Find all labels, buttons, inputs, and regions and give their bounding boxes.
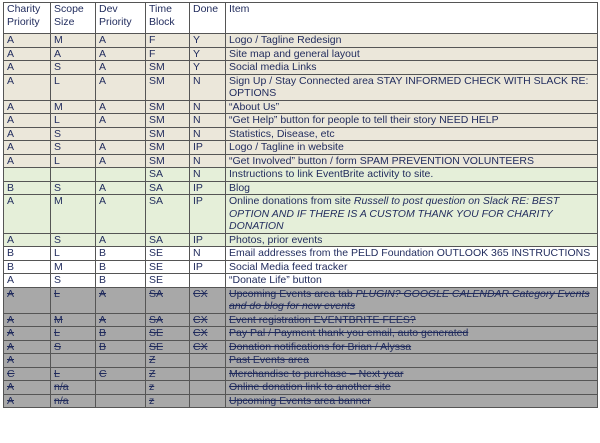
cell-time-block: SM: [146, 114, 190, 128]
cell-charity-priority: A: [4, 100, 51, 114]
header-item: Item: [226, 3, 598, 34]
item-text: Pay Pal / Payment thank you email, auto generated: [229, 327, 469, 339]
cell-item: [226, 340, 598, 354]
table-row: [4, 61, 598, 75]
cell-charity-priority: A: [4, 354, 51, 368]
cell-item: [226, 394, 598, 408]
cell-dev-priority: A: [96, 100, 146, 114]
cell-charity-priority: B: [4, 260, 51, 274]
header-dev-priority: Dev Priority: [96, 3, 146, 34]
item-text: Logo / Tagline Redesign: [229, 34, 342, 46]
cell-item: [226, 168, 598, 182]
table-row: [4, 114, 598, 128]
cell-scope-size: L: [51, 114, 96, 128]
cell-scope-size: [51, 168, 96, 182]
cell-done: [190, 274, 226, 288]
header-time-block: Time Block: [146, 3, 190, 34]
cell-dev-priority: A: [96, 313, 146, 327]
cell-time-block: SE: [146, 247, 190, 261]
item-text: “Get Involved” button / form SPAM PREVENTION VOLUNTEERS: [229, 154, 534, 167]
cell-time-block: SA: [146, 287, 190, 313]
cell-scope-size: S: [51, 340, 96, 354]
item-note: Russell to post question on Slack RE: BEST OPTION AND IF THERE IS A CUSTOM THANK YOU FOR CHARITY DONATION: [229, 195, 560, 232]
item-text: Past Events area: [229, 354, 309, 366]
cell-done: Y: [190, 34, 226, 48]
cell-time-block: F: [146, 34, 190, 48]
cell-scope-size: M: [51, 195, 96, 234]
cell-scope-size: n/a: [51, 381, 96, 395]
cell-time-block: SE: [146, 327, 190, 341]
item-note: PLUGIN? GOOGLE CALENDAR Category Events and do blog for new events: [229, 287, 590, 312]
table-row: [4, 47, 598, 61]
cell-done: IP: [190, 260, 226, 274]
cell-time-block: SA: [146, 181, 190, 195]
table-row: [4, 313, 598, 327]
cell-charity-priority: A: [4, 313, 51, 327]
cell-scope-size: M: [51, 34, 96, 48]
cell-dev-priority: [96, 168, 146, 182]
cell-done: N: [190, 74, 226, 100]
cell-dev-priority: A: [96, 181, 146, 195]
cell-scope-size: L: [51, 367, 96, 381]
cell-scope-size: S: [51, 181, 96, 195]
cell-scope-size: S: [51, 127, 96, 141]
cell-dev-priority: B: [96, 340, 146, 354]
cell-charity-priority: A: [4, 340, 51, 354]
cell-dev-priority: [96, 381, 146, 395]
item-text: Logo / Tagline in website: [229, 141, 344, 153]
cell-time-block: SE: [146, 340, 190, 354]
cell-charity-priority: A: [4, 327, 51, 341]
item-text: Instructions to link EventBrite activity to site.: [229, 168, 434, 180]
cell-done: CX: [190, 340, 226, 354]
cell-item: [226, 34, 598, 48]
cell-scope-size: L: [51, 154, 96, 168]
cell-scope-size: n/a: [51, 394, 96, 408]
cell-scope-size: S: [51, 141, 96, 155]
task-table-container: [3, 2, 598, 408]
cell-done: N: [190, 168, 226, 182]
cell-scope-size: L: [51, 327, 96, 341]
cell-item: [226, 274, 598, 288]
table-row: [4, 274, 598, 288]
cell-time-block: SM: [146, 154, 190, 168]
cell-charity-priority: A: [4, 154, 51, 168]
table-row: [4, 168, 598, 182]
cell-charity-priority: [4, 168, 51, 182]
cell-scope-size: L: [51, 247, 96, 261]
cell-time-block: Z: [146, 367, 190, 381]
cell-item: [226, 74, 598, 100]
cell-scope-size: S: [51, 233, 96, 247]
item-text: Site map and general layout: [229, 47, 360, 60]
item-text: Social media Links: [229, 61, 317, 73]
table-row: [4, 287, 598, 313]
cell-scope-size: M: [51, 100, 96, 114]
cell-item: [226, 381, 598, 395]
table-row: [4, 327, 598, 341]
cell-time-block: SM: [146, 74, 190, 100]
cell-scope-size: S: [51, 61, 96, 75]
cell-done: Y: [190, 47, 226, 61]
cell-time-block: SA: [146, 313, 190, 327]
cell-charity-priority: B: [4, 247, 51, 261]
cell-done: N: [190, 114, 226, 128]
cell-done: N: [190, 247, 226, 261]
cell-charity-priority: B: [4, 181, 51, 195]
cell-done: CX: [190, 287, 226, 313]
cell-scope-size: L: [51, 74, 96, 100]
cell-time-block: F: [146, 47, 190, 61]
cell-dev-priority: A: [96, 287, 146, 313]
table-row: [4, 354, 598, 368]
item-text: Statistics, Disease, etc: [229, 127, 335, 140]
cell-item: [226, 287, 598, 313]
cell-charity-priority: A: [4, 381, 51, 395]
cell-done: [190, 394, 226, 408]
cell-item: [226, 233, 598, 247]
cell-charity-priority: A: [4, 141, 51, 155]
cell-item: [226, 47, 598, 61]
item-text: Photos, prior events: [229, 233, 323, 246]
cell-done: N: [190, 154, 226, 168]
table-row: [4, 154, 598, 168]
table-row: [4, 74, 598, 100]
cell-time-block: SM: [146, 100, 190, 114]
cell-charity-priority: A: [4, 114, 51, 128]
cell-done: Y: [190, 61, 226, 75]
item-text: Sign Up / Stay Connected area STAY INFORMED CHECK WITH SLACK RE: OPTIONS: [229, 74, 589, 99]
cell-item: [226, 154, 598, 168]
cell-charity-priority: C: [4, 367, 51, 381]
cell-done: N: [190, 100, 226, 114]
cell-done: [190, 367, 226, 381]
cell-time-block: SM: [146, 141, 190, 155]
table-row: [4, 233, 598, 247]
cell-done: [190, 381, 226, 395]
item-text: Merchandise to purchase – Next year: [229, 367, 404, 380]
table-row: [4, 127, 598, 141]
cell-item: [226, 247, 598, 261]
item-text: Upcoming Events area tab: [229, 287, 356, 300]
header-row: [4, 3, 598, 34]
header-done: Done: [190, 3, 226, 34]
item-text: Online donations from site: [229, 195, 351, 207]
cell-dev-priority: A: [96, 114, 146, 128]
cell-time-block: SM: [146, 127, 190, 141]
cell-dev-priority: A: [96, 195, 146, 234]
cell-scope-size: M: [51, 313, 96, 327]
cell-done: IP: [190, 181, 226, 195]
cell-item: [226, 195, 598, 234]
cell-dev-priority: B: [96, 260, 146, 274]
cell-scope-size: [51, 354, 96, 368]
item-text: “Donate Life” button: [229, 274, 322, 286]
header-charity-priority: Charity Priority: [4, 3, 51, 34]
table-row: [4, 260, 598, 274]
cell-dev-priority: C: [96, 367, 146, 381]
item-text: Donation notifications for Brian / Alyssa: [229, 340, 412, 353]
cell-time-block: SA: [146, 195, 190, 234]
cell-done: CX: [190, 313, 226, 327]
cell-charity-priority: A: [4, 233, 51, 247]
cell-item: [226, 260, 598, 274]
cell-item: [226, 61, 598, 75]
item-text: “About Us”: [229, 100, 280, 113]
cell-time-block: SA: [146, 233, 190, 247]
cell-done: IP: [190, 195, 226, 234]
cell-dev-priority: B: [96, 247, 146, 261]
cell-dev-priority: A: [96, 233, 146, 247]
table-row: [4, 367, 598, 381]
table-row: [4, 141, 598, 155]
cell-dev-priority: B: [96, 327, 146, 341]
task-table-body: [4, 34, 598, 408]
cell-dev-priority: A: [96, 141, 146, 155]
cell-time-block: SE: [146, 260, 190, 274]
cell-dev-priority: [96, 127, 146, 141]
cell-item: [226, 141, 598, 155]
cell-charity-priority: A: [4, 34, 51, 48]
cell-charity-priority: A: [4, 74, 51, 100]
cell-dev-priority: A: [96, 34, 146, 48]
cell-item: [226, 313, 598, 327]
table-row: [4, 195, 598, 234]
cell-scope-size: A: [51, 47, 96, 61]
cell-charity-priority: A: [4, 394, 51, 408]
cell-dev-priority: B: [96, 274, 146, 288]
cell-scope-size: S: [51, 274, 96, 288]
cell-dev-priority: A: [96, 61, 146, 75]
table-row: [4, 340, 598, 354]
cell-done: IP: [190, 233, 226, 247]
task-table: [3, 2, 598, 408]
table-row: [4, 34, 598, 48]
cell-time-block: z: [146, 381, 190, 395]
cell-time-block: SA: [146, 168, 190, 182]
item-text: Blog: [229, 181, 251, 194]
cell-scope-size: M: [51, 260, 96, 274]
cell-item: [226, 354, 598, 368]
cell-time-block: SM: [146, 61, 190, 75]
cell-item: [226, 127, 598, 141]
cell-item: [226, 181, 598, 195]
table-row: [4, 247, 598, 261]
table-row: [4, 181, 598, 195]
cell-charity-priority: A: [4, 274, 51, 288]
cell-charity-priority: A: [4, 127, 51, 141]
table-row: [4, 394, 598, 408]
cell-charity-priority: A: [4, 287, 51, 313]
cell-charity-priority: A: [4, 195, 51, 234]
item-text: Social Media feed tracker: [229, 260, 348, 273]
cell-done: CX: [190, 327, 226, 341]
cell-charity-priority: A: [4, 61, 51, 75]
cell-dev-priority: A: [96, 74, 146, 100]
cell-done: [190, 354, 226, 368]
cell-dev-priority: [96, 394, 146, 408]
item-text: Event registration EVENTBRITE FEES?: [229, 313, 416, 326]
cell-dev-priority: [96, 354, 146, 368]
cell-done: IP: [190, 141, 226, 155]
cell-charity-priority: A: [4, 47, 51, 61]
item-text: Upcoming Events area banner: [229, 394, 371, 407]
item-text: Online donation link to another site: [229, 381, 391, 393]
table-row: [4, 381, 598, 395]
cell-done: N: [190, 127, 226, 141]
cell-time-block: Z: [146, 354, 190, 368]
item-text: “Get Help” button for people to tell their story NEED HELP: [229, 114, 499, 126]
cell-dev-priority: A: [96, 47, 146, 61]
item-text: Email addresses from the PELD Foundation OUTLOOK 365 INSTRUCTIONS: [229, 247, 591, 259]
cell-item: [226, 367, 598, 381]
cell-dev-priority: A: [96, 154, 146, 168]
cell-item: [226, 100, 598, 114]
table-row: [4, 100, 598, 114]
cell-time-block: z: [146, 394, 190, 408]
header-scope-size: Scope Size: [51, 3, 96, 34]
cell-scope-size: L: [51, 287, 96, 313]
cell-item: [226, 327, 598, 341]
cell-time-block: SE: [146, 274, 190, 288]
cell-item: [226, 114, 598, 128]
